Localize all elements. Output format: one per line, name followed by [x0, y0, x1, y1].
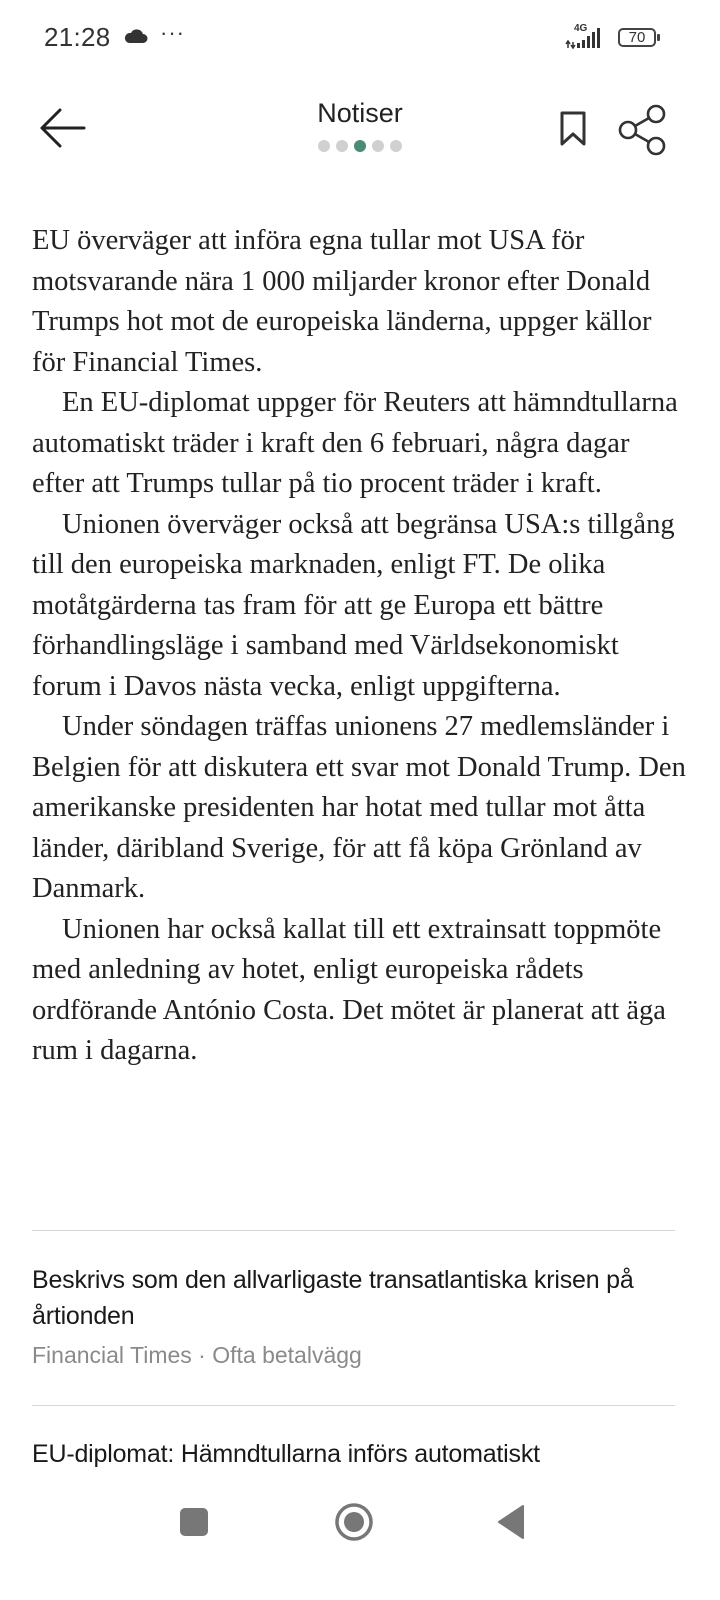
share-button[interactable] — [616, 104, 668, 156]
article-paragraph: EU överväger att införa egna tullar mot USA för motsvarande nära 1 000 miljarder kronor efter Donald Trumps hot mot de europeiska länderna, uppger källor för Financial Times. — [32, 225, 652, 378]
related-link-title[interactable]: EU-diplomat: Hämndtullarna införs automatiskt — [32, 1440, 540, 1468]
home-button[interactable] — [334, 1502, 374, 1542]
divider — [32, 1230, 675, 1231]
article-paragraph: En EU-diplomat uppger för Reuters att hämndtullarna automatiskt träder i kraft den 6 februari, några dagar efter att Trumps tullar på tio procent träder i kraft. — [32, 387, 678, 499]
page-title: Notiser — [317, 98, 403, 128]
article-paragraph: Under söndagen träffas unionens 27 medlemsländer i Belgien för att diskutera ett svar mot Donald Trump. Den amerikanske presidenten har hotat med tullar mot åtta länder, däribland Sverige, för att få köpa Grönland av Danmark. — [32, 711, 686, 904]
more-dots-icon: ··· — [160, 20, 185, 45]
share-icon — [616, 104, 668, 156]
network-type-label: 4G — [574, 23, 588, 34]
battery-indicator: 70 — [618, 28, 656, 47]
page-dot[interactable] — [318, 140, 330, 152]
page-dot-active[interactable] — [354, 140, 366, 152]
status-bar — [0, 0, 720, 78]
cloud-icon — [124, 28, 148, 49]
page-dot[interactable] — [336, 140, 348, 152]
page-dot[interactable] — [390, 140, 402, 152]
divider — [32, 1405, 675, 1406]
page-dot[interactable] — [372, 140, 384, 152]
bookmark-icon — [558, 110, 588, 148]
related-link-title[interactable]: Beskrivs som den allvarligaste transatlantiska krisen på årtionden — [32, 1266, 634, 1330]
status-time: 21:28 — [44, 22, 111, 52]
system-nav-bar — [0, 1490, 720, 1600]
system-back-button[interactable] — [496, 1504, 526, 1540]
related-link[interactable] — [32, 1436, 682, 1472]
related-link-source: Financial Times · Ofta betalvägg — [32, 1342, 362, 1368]
related-link[interactable] — [32, 1262, 682, 1369]
article-paragraph: Unionen överväger också att begränsa USA:s tillgång till den europeiska marknaden, enligt FT. De olika motåtgärderna tas fram för att ge Europa ett bättre förhandlingsläge i samband med Världsekonomiskt forum i Davos nästa vecka, enligt uppgifterna. — [32, 508, 675, 702]
article-body — [32, 221, 688, 1072]
page-indicator — [0, 140, 720, 152]
bookmark-button[interactable] — [558, 110, 588, 148]
app-header — [0, 78, 720, 188]
back-triangle-icon — [496, 1504, 526, 1540]
article-paragraph: Unionen har också kallat till ett extrainsatt toppmöte med anledning av hotet, enligt europeiska rådets ordförande António Costa. Det mötet är planerat att äga rum i dagarna. — [32, 913, 666, 1066]
home-circle-icon — [334, 1502, 374, 1542]
recents-square-icon[interactable] — [180, 1508, 208, 1536]
